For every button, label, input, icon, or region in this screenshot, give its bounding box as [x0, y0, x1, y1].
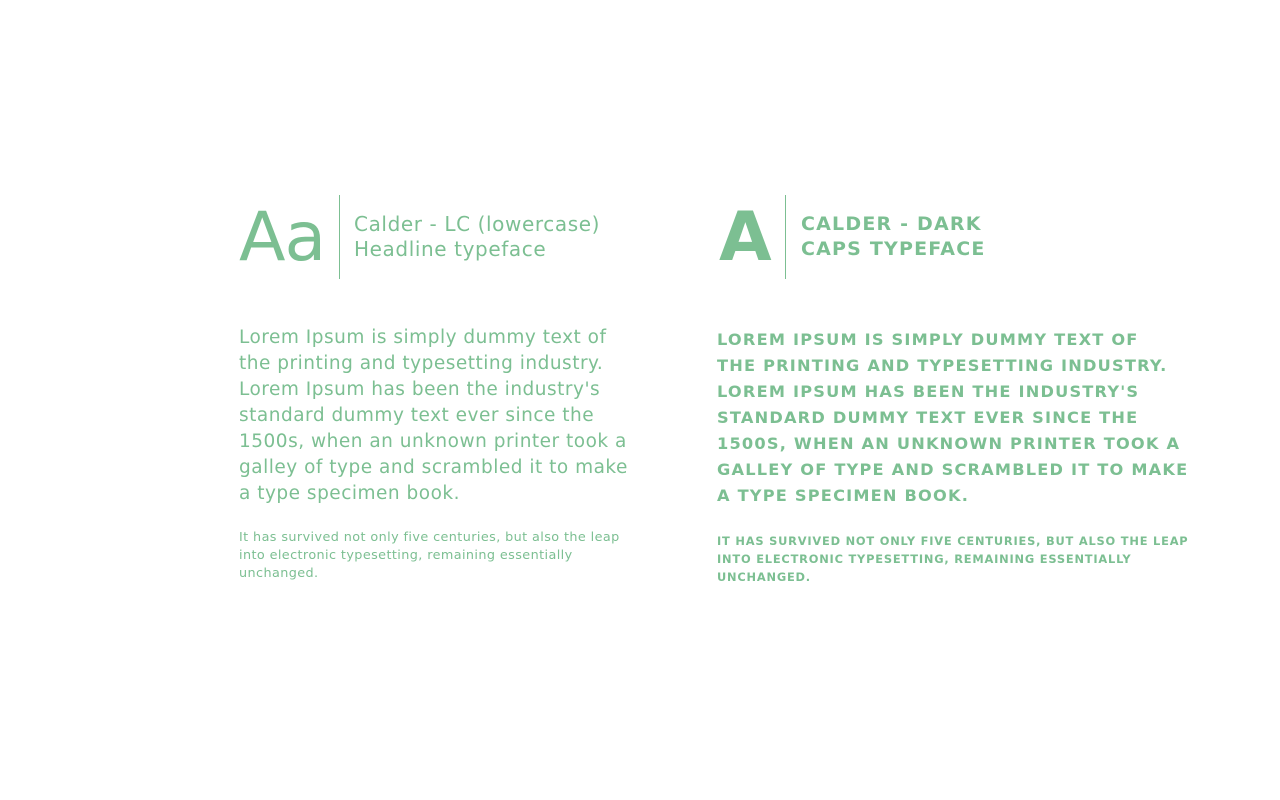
body-line: Lorem Ipsum is simply dummy text of	[239, 327, 607, 348]
body-line: GALLEY OF TYPE AND SCRAMBLED IT TO MAKE	[717, 460, 1189, 479]
divider	[339, 195, 340, 279]
typeface-title-line: Calder - LC (lowercase)	[354, 212, 601, 236]
specimen-header	[239, 195, 659, 279]
body-line: galley of type and scrambled it to make	[239, 457, 628, 478]
typeface-title	[801, 212, 986, 262]
body-paragraph	[239, 325, 659, 507]
body-line: Lorem Ipsum has been the industry's	[239, 379, 601, 400]
glyph-sample: A	[719, 198, 771, 277]
body-line: A TYPE SPECIMEN BOOK.	[717, 486, 970, 505]
body-line: a type specimen book.	[239, 483, 460, 504]
specimen-calder-lc	[239, 195, 659, 583]
small-line: unchanged.	[239, 566, 319, 581]
body-line: 1500s, when an unknown printer took a	[239, 431, 627, 452]
body-line: the printing and typesetting industry.	[239, 353, 604, 374]
small-paragraph	[239, 529, 659, 583]
body-paragraph	[717, 327, 1187, 509]
small-line: into electronic typesetting, remaining essentially	[239, 548, 573, 563]
body-line: THE PRINTING AND TYPESETTING INDUSTRY.	[717, 356, 1168, 375]
typeface-title	[354, 212, 600, 262]
small-line: UNCHANGED.	[717, 570, 811, 584]
typeface-title-line: Headline typeface	[354, 237, 547, 261]
typeface-title-line: CALDER - DARK	[801, 213, 982, 235]
small-line: INTO ELECTRONIC TYPESETTING, REMAINING ESSENTIALLY	[717, 552, 1132, 566]
body-line: standard dummy text ever since the	[239, 405, 595, 426]
body-line: LOREM IPSUM IS SIMPLY DUMMY TEXT OF	[717, 330, 1139, 349]
specimen-header	[717, 195, 1187, 279]
divider	[785, 195, 786, 279]
small-line: IT HAS SURVIVED NOT ONLY FIVE CENTURIES, BUT ALSO THE LEAP	[717, 534, 1189, 548]
body-line: STANDARD DUMMY TEXT EVER SINCE THE	[717, 408, 1139, 427]
body-line: 1500S, WHEN AN UNKNOWN PRINTER TOOK A	[717, 434, 1181, 453]
specimen-calder-dark-caps	[717, 195, 1187, 586]
small-line: It has survived not only five centuries, but also the leap	[239, 530, 620, 545]
glyph-sample: Aa	[239, 198, 326, 277]
body-line: LOREM IPSUM HAS BEEN THE INDUSTRY'S	[717, 382, 1140, 401]
small-paragraph	[717, 532, 1187, 586]
typeface-title-line: CAPS TYPEFACE	[801, 238, 986, 260]
